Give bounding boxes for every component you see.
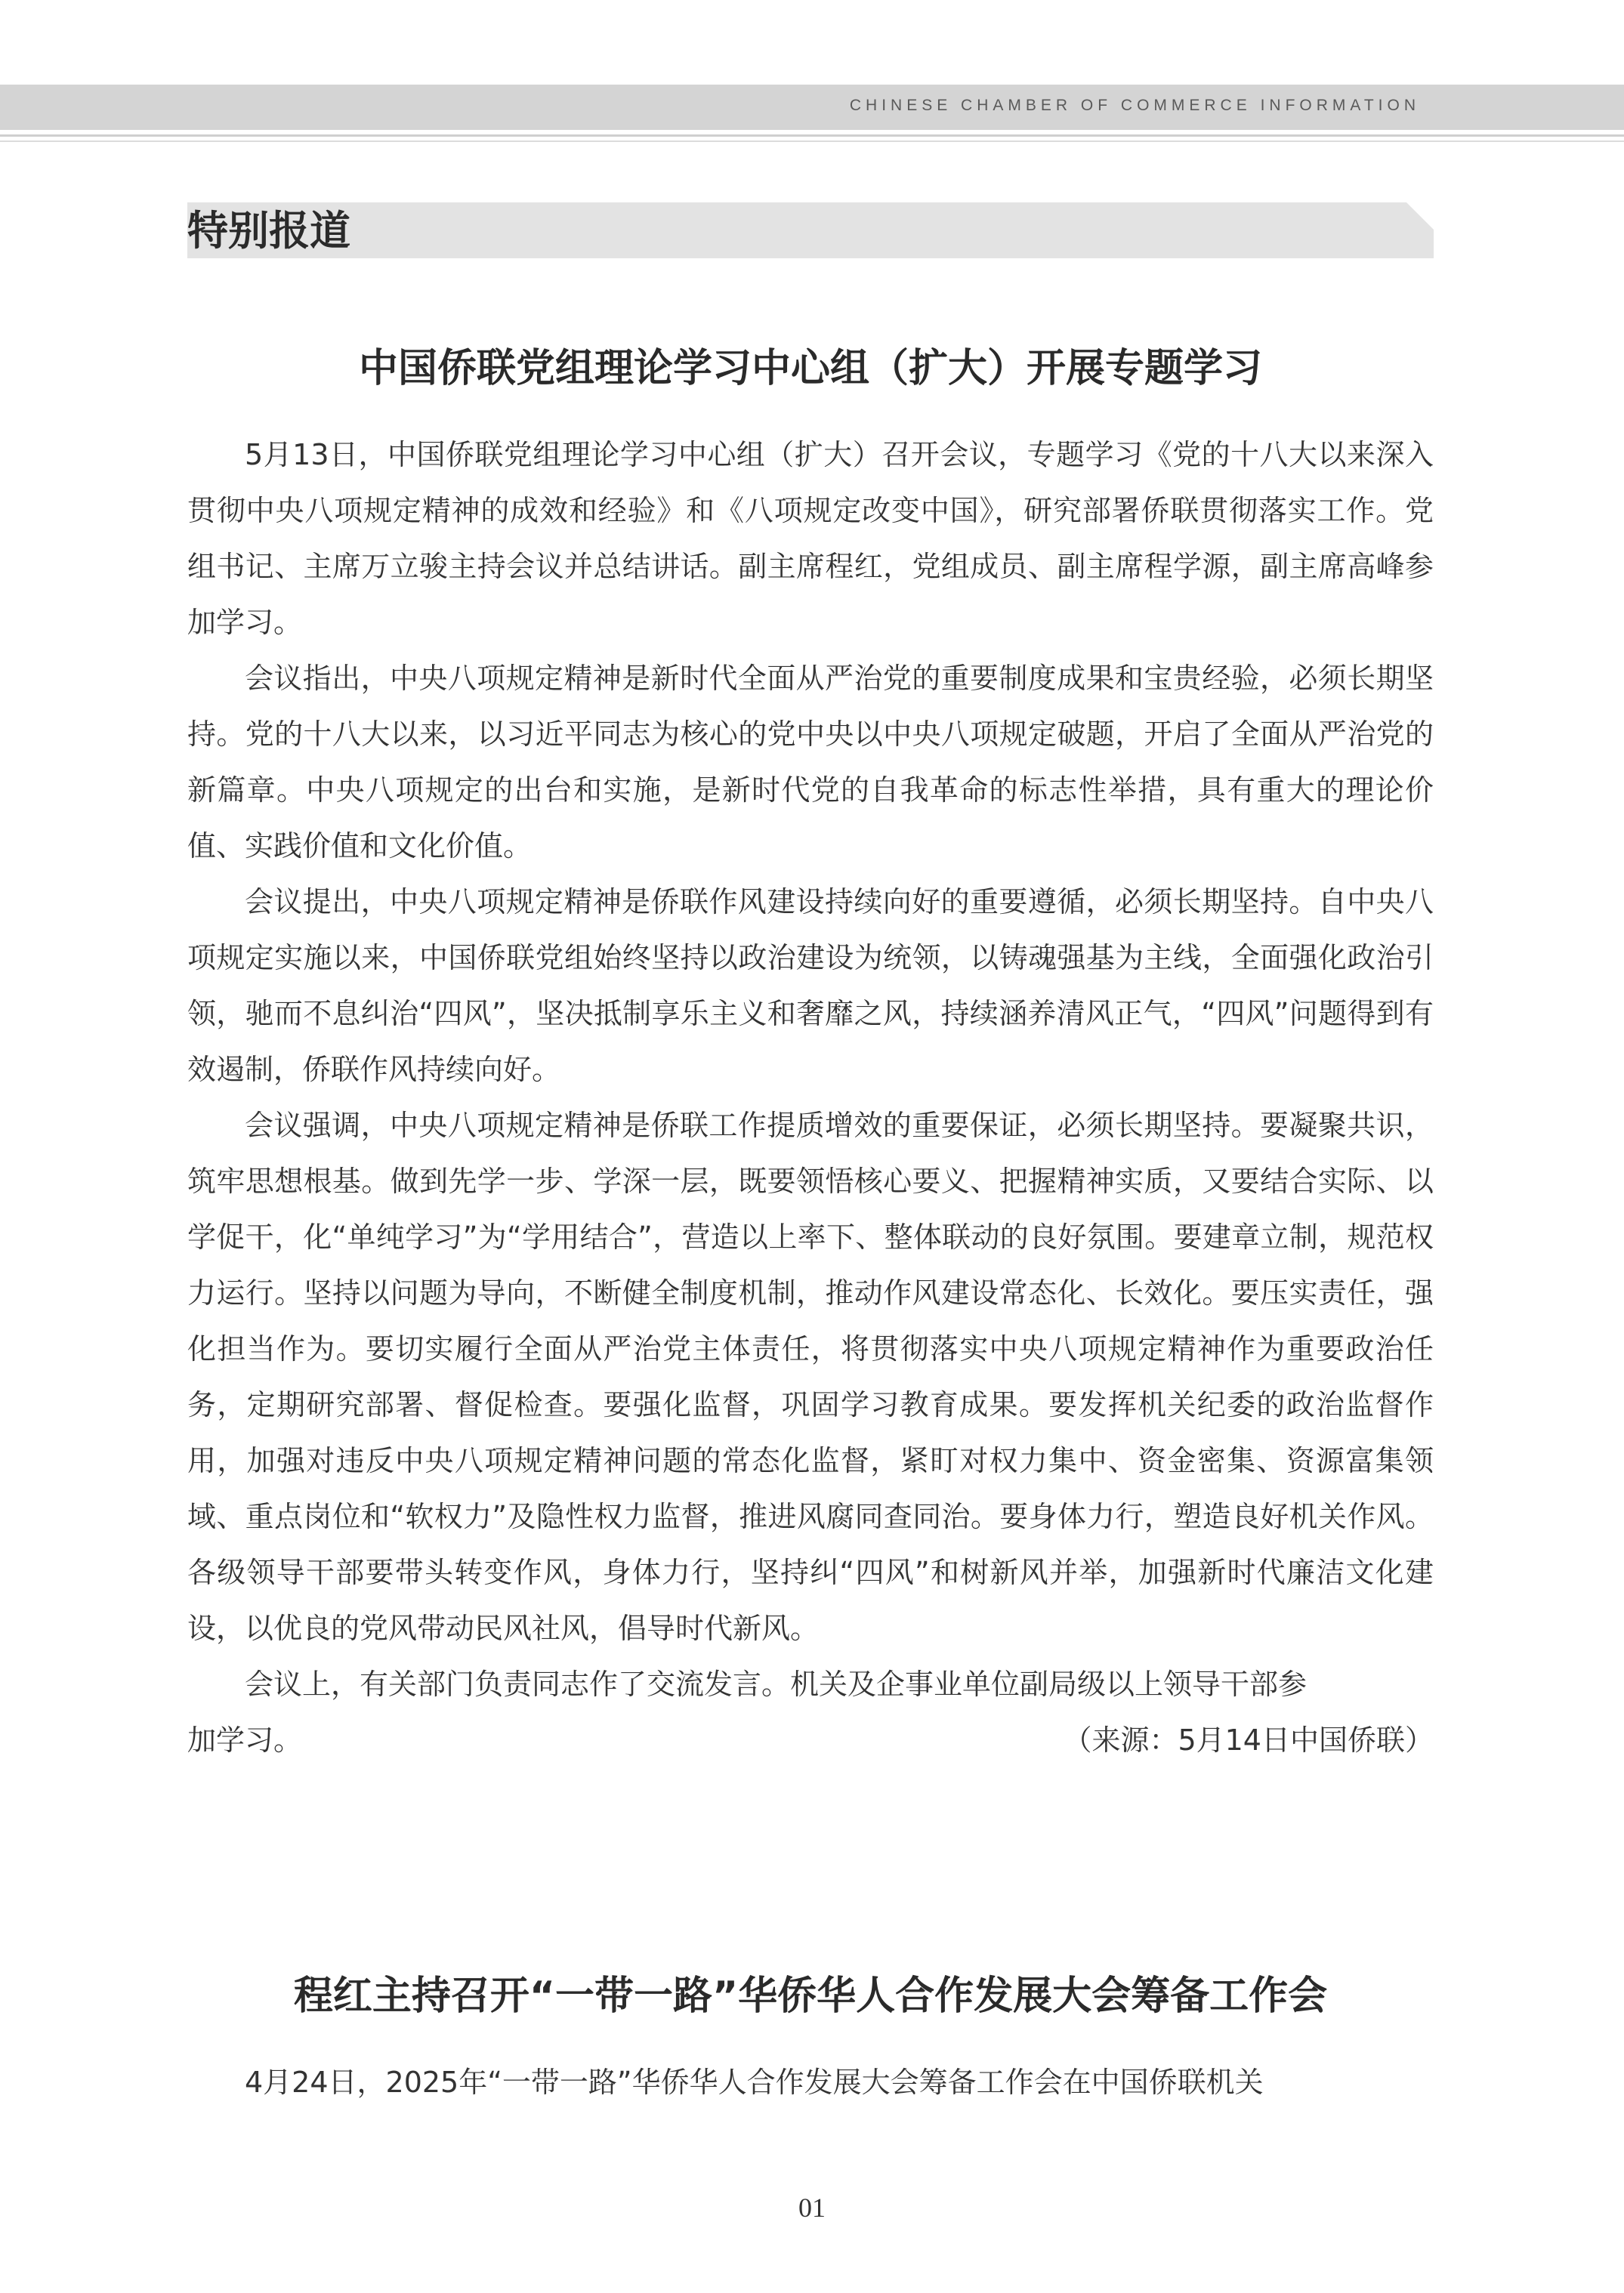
article-2-body: [187, 2054, 1434, 2110]
article-1-title: 中国侨联党组理论学习中心组（扩大）开展专题学习: [358, 346, 1262, 391]
article-1-paragraph: 会议指出，中央八项规定精神是新时代全面从严治党的重要制度成果和宝贵经验，必须长期坚持。党的十八大以来，以习近平同志为核心的党中央以中央八项规定破题，开启了全面从严治党的新篇章。中央八项规定的出台和实施，是新时代党的自我革命的标志性举措，具有重大的理论价值、实践价值和文化价值。: [187, 662, 1434, 863]
article-2-title: 程红主持召开“一带一路”华侨华人合作发展大会筹备工作会: [293, 1974, 1328, 2019]
article-1-closing-line: [187, 1712, 1434, 1768]
article-1-paragraph: 会议上，有关部门负责同志作了交流发言。机关及企事业单位副局级以上领导干部参: [245, 1668, 1308, 1701]
article-1-paragraph: 会议强调，中央八项规定精神是侨联工作提质增效的重要保证，必须长期坚持。要凝聚共识，筑牢思想根基。做到先学一步、学深一层，既要领悟核心要义、把握精神实质，又要结合实际、以学促干，化“单纯学习”为“学用结合”，营造以上率下、整体联动的良好氛围。要建章立制，规范权力运行。坚持以问题为导向，不断健全制度机制，推动作风建设常态化、长效化。要压实责任，强化担当作为。要切实履行全面从严治党主体责任，将贯彻落实中央八项规定精神作为重要政治任务，定期研究部署、督促检查。要强化监督，巩固学习教育成果。要发挥机关纪委的政治监督作用，加强对违反中央八项规定精神问题的常态化监督，紧盯对权力集中、资金密集、资源富集领域、重点岗位和“软权力”及隐性权力监督，推进风腐同查同治。要身体力行，塑造良好机关作风。各级领导干部要带头转变作风，身体力行，坚持纠“四风”和树新风并举，加强新时代廉洁文化建设，以优良的党风带动民风社风，倡导时代新风。: [187, 1109, 1434, 1645]
page-number: 01: [798, 2193, 826, 2223]
header-divider-secondary: [0, 140, 1624, 142]
article-1-source: （来源：5月14日中国侨联）: [1063, 1724, 1434, 1757]
section-bar: [187, 202, 1434, 258]
article-2-paragraph: 4月24日，2025年“一带一路”华侨华人合作发展大会筹备工作会在中国侨联机关: [245, 2066, 1264, 2099]
article-1-paragraph: 会议提出，中央八项规定精神是侨联作风建设持续向好的重要遵循，必须长期坚持。自中央八项规定实施以来，中国侨联党组始终坚持以政治建设为统领，以铸魂强基为主线，全面强化政治引领，驰而不息纠治“四风”，坚决抵制享乐主义和奢靡之风，持续涵养清风正气，“四风”问题得到有效遏制，侨联作风持续向好。: [187, 885, 1434, 1086]
section-title: 特别报道: [187, 206, 350, 255]
article-1-last-words: 加学习。: [187, 1724, 303, 1757]
header-divider: [0, 134, 1624, 137]
article-1-body: [187, 427, 1434, 1768]
article-1-paragraph: 5月13日，中国侨联党组理论学习中心组（扩大）召开会议，专题学习《党的十八大以来深入贯彻中央八项规定精神的成效和经验》和《八项规定改变中国》，研究部署侨联贯彻落实工作。党组书记、主席万立骏主持会议并总结讲话。副主席程红，党组成员、副主席程学源，副主席高峰参加学习。: [187, 438, 1434, 639]
publication-name: CHINESE CHAMBER OF COMMERCE INFORMATION: [849, 97, 1420, 114]
